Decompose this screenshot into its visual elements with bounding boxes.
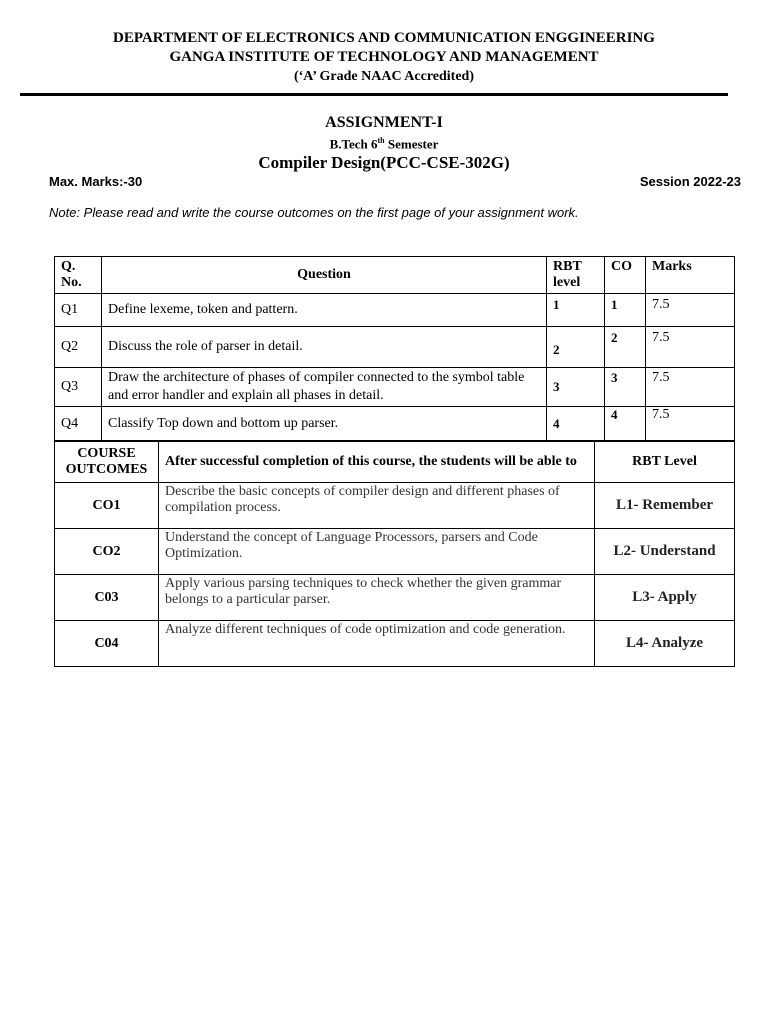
table-row	[55, 529, 735, 575]
co-description-cell: Describe the basic concepts of compiler design and different phases of compilation process.	[159, 483, 595, 529]
co-id-cell: C03	[55, 575, 159, 621]
marks-cell: 7.5	[646, 407, 735, 442]
marks-cell: 7.5	[646, 327, 735, 368]
co-level-cell: L1- Remember	[595, 483, 735, 529]
institute-heading: GANGA INSTITUTE OF TECHNOLOGY AND MANAGEMENT	[169, 49, 599, 65]
table-row	[55, 327, 735, 368]
rbt-cell: 1	[547, 294, 605, 327]
table-row	[55, 483, 735, 529]
accreditation-text: (‘A’ Grade NAAC Accredited)	[293, 69, 474, 84]
question-cell: Draw the architecture of phases of compiler connected to the symbol table and error handler and explain all phases in detail.	[102, 368, 547, 407]
semester-sup: th	[377, 136, 385, 145]
co-cell: 1	[605, 294, 646, 327]
note: Note: Please read and write the course outcomes on the first page of your assignment work.	[49, 205, 579, 220]
outcomes-table	[54, 440, 735, 667]
semester-line	[0, 136, 768, 152]
co-description-cell: Understand the concept of Language Processors, parsers and Code Optimization.	[159, 529, 595, 575]
department-heading: DEPARTMENT OF ELECTRONICS AND COMMUNICATION ENGGINEERING	[113, 30, 655, 46]
co-cell: 4	[605, 407, 646, 442]
co-id-cell: CO2	[55, 529, 159, 575]
header-description: After successful completion of this course, the students will be able to	[159, 441, 595, 483]
question-table-header	[55, 257, 735, 294]
header-rbt-level: RBT Level	[595, 441, 735, 483]
table-row	[55, 368, 735, 407]
co-level-cell: L3- Apply	[595, 575, 735, 621]
co-id-cell: CO1	[55, 483, 159, 529]
session: Session 2022-23	[639, 174, 741, 189]
table-row	[55, 575, 735, 621]
qno-cell: Q3	[55, 368, 102, 407]
header-course-outcomes: COURSE OUTCOMES	[55, 441, 159, 483]
header-marks: Marks	[646, 257, 735, 294]
subject-title: Compiler Design(PCC-CSE-302G)	[258, 153, 510, 172]
semester-prefix: B.Tech 6	[329, 136, 378, 152]
co-description-cell: Apply various parsing techniques to check whether the given grammar belongs to a particular parser.	[159, 575, 595, 621]
table-row	[55, 621, 735, 667]
header-co: CO	[605, 257, 646, 294]
question-table	[54, 256, 735, 442]
header-divider	[20, 93, 728, 96]
marks-cell: 7.5	[646, 368, 735, 407]
max-marks: Max. Marks:-30	[49, 174, 143, 189]
assignment-title: ASSIGNMENT-I	[325, 114, 443, 131]
co-cell: 3	[605, 368, 646, 407]
rbt-cell: 3	[547, 368, 605, 407]
question-cell: Define lexeme, token and pattern.	[102, 294, 547, 327]
table-row	[55, 407, 735, 442]
co-cell: 2	[605, 327, 646, 368]
header-question: Question	[102, 257, 547, 294]
rbt-cell: 2	[547, 327, 605, 368]
outcomes-table-header	[55, 441, 735, 483]
co-id-cell: C04	[55, 621, 159, 667]
header-qno: Q. No.	[55, 257, 102, 294]
marks-cell: 7.5	[646, 294, 735, 327]
question-cell: Discuss the role of parser in detail.	[102, 327, 547, 368]
co-level-cell: L2- Understand	[595, 529, 735, 575]
question-cell: Classify Top down and bottom up parser.	[102, 407, 547, 442]
co-level-cell: L4- Analyze	[595, 621, 735, 667]
semester-suffix: Semester	[384, 136, 439, 152]
rbt-cell: 4	[547, 407, 605, 442]
qno-cell: Q2	[55, 327, 102, 368]
qno-cell: Q4	[55, 407, 102, 442]
table-row	[55, 294, 735, 327]
co-description-cell: Analyze different techniques of code optimization and code generation.	[159, 621, 595, 667]
qno-cell: Q1	[55, 294, 102, 327]
header-rbt: RBT level	[547, 257, 605, 294]
